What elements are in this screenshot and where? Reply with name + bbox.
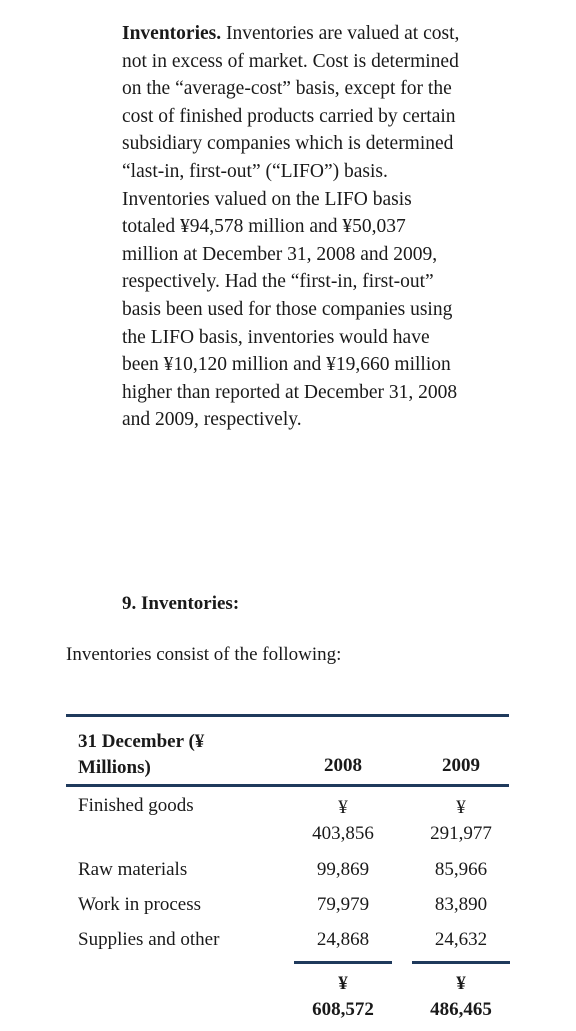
- sum-rule-2008: [294, 961, 392, 964]
- cell-value: 24,868: [316, 929, 370, 950]
- cell-value: 83,890: [434, 894, 488, 915]
- currency-symbol: ¥: [338, 973, 348, 994]
- total-value-2009: 486,465: [430, 999, 492, 1020]
- table-row: [66, 886, 509, 921]
- row-label: Finished goods: [78, 795, 194, 816]
- row-label: Work in process: [78, 894, 201, 915]
- currency-symbol: ¥: [338, 797, 348, 818]
- table-header-row: [66, 717, 509, 784]
- sum-rule-2009: [412, 961, 510, 964]
- column-header-2009: 2009: [442, 755, 480, 776]
- cell-value: 99,869: [316, 859, 370, 880]
- currency-symbol: ¥: [456, 973, 466, 994]
- total-value-2008: 608,572: [312, 999, 374, 1020]
- table-row: [66, 921, 509, 961]
- note-heading: Inventories.: [122, 23, 222, 44]
- cell-value: 403,856: [312, 823, 374, 844]
- table-total-row: [66, 961, 509, 1031]
- note-body: Inventories are valued at cost, not in excess of market. Cost is determined on the “average-cost” basis, except for the cost of finished products carried by certain subsidiary companies which is determined “last-in, first-out” (“LIFO”) basis. Inventories valued on the LIFO basis totaled ¥94,578 million and ¥50,037 million at December 31, 2008 and 2009, respectively. Had the “first-in, first-out” basis been used for those companies using the LIFO basis, inventories would have been ¥10,120 million and ¥19,660 million higher than reported at December 31, 2008 and 2009, respectively.: [122, 23, 460, 431]
- table-header-label: 31 December (¥ Millions): [78, 731, 205, 778]
- section-heading: 9. Inventories:: [122, 593, 240, 614]
- inventories-note-paragraph: [122, 20, 462, 434]
- cell-value: 24,632: [434, 929, 488, 950]
- inventories-table: [66, 714, 509, 1031]
- cell-value: 79,979: [316, 894, 370, 915]
- row-label: Supplies and other: [78, 929, 220, 950]
- table-row: [66, 787, 509, 851]
- column-header-2008: 2008: [324, 755, 362, 776]
- cell-value: 291,977: [430, 823, 492, 844]
- cell-value: 85,966: [434, 859, 488, 880]
- currency-symbol: ¥: [456, 797, 466, 818]
- row-label: Raw materials: [78, 859, 188, 880]
- section-intro: Inventories consist of the following:: [66, 644, 342, 665]
- table-row: [66, 851, 509, 886]
